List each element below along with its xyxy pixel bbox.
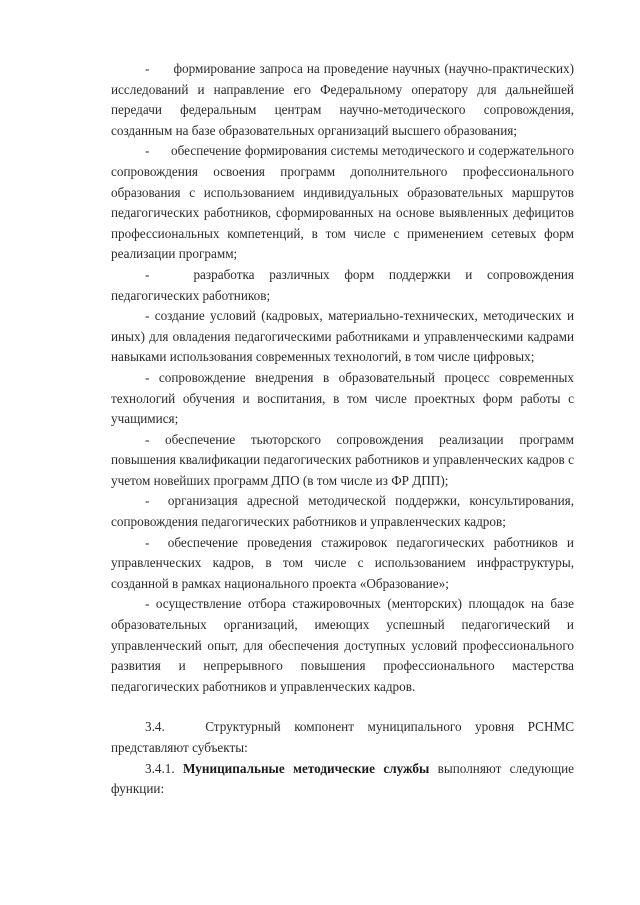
paragraph-spacer xyxy=(111,697,574,717)
list-item: - разработка различных форм поддержки и сопровождения педагогических работников; xyxy=(111,266,574,303)
list-item: - обеспечение проведения стажировок педагогических работников и управленческих кадров, в том числе с использованием инфраструктуры, созданной в рамках национального проекта «Образование»; xyxy=(111,534,574,591)
list-item: - обеспечение тьюторского сопровождения реализации программ повышения квалификации педагогических работников и управленческих кадров с учетом новейших программ ДПО (в том числе из ФР ДПП); xyxy=(111,431,574,488)
section-3-4-1-paragraph xyxy=(111,759,574,800)
section-number: 3.4.1. xyxy=(145,760,175,776)
section-3-4-paragraph: 3.4. Структурный компонент муниципального уровня РСНМС представляют субъекты: xyxy=(111,719,574,755)
section-text: выполняют следующие функции: xyxy=(111,760,575,797)
section-bold-term: Муниципальные методические службы xyxy=(183,760,430,776)
list-item: - организация адресной методической поддержки, консультирования, сопровождения педагогических работников и управленческих кадров; xyxy=(111,493,574,530)
list-item: - сопровождение внедрения в образовательный процесс современных технологий обучения и воспитания, в том числе проектных форм работы с учащимися; xyxy=(111,369,574,427)
list-item: - осуществление отбора стажировочных (менторских) площадок на базе образовательных организаций, имеющих успешный педагогический и управленческий опыт, для обеспечения доступных условий профессионального развития и непрерывного повышения профессионального мастерства педагогических работников и управленческих кадров. xyxy=(111,596,574,694)
list-item: - создание условий (кадровых, материально-технических, методических и иных) для овладения педагогическими работниками и управленческими кадрами навыками использования современных технологий, в том числе цифровых; xyxy=(111,308,574,365)
list-item: - формирование запроса на проведение научных (научно-практических) исследований и направление его Федеральному оператору для дальнейшей передачи федеральным центрам научно-методического сопровождения, созданным на базе образовательных организаций высшего образования; xyxy=(111,61,574,138)
list-item: - обеспечение формирования системы методического и содержательного сопровождения освоения программ дополнительного профессионального образования с использованием индивидуальных образовательных маршрутов педагогических работников, сформированных на основе выявленных дефицитов профессиональных компетенций, в том числе с применением сетевых форм реализации программ; xyxy=(111,143,574,262)
